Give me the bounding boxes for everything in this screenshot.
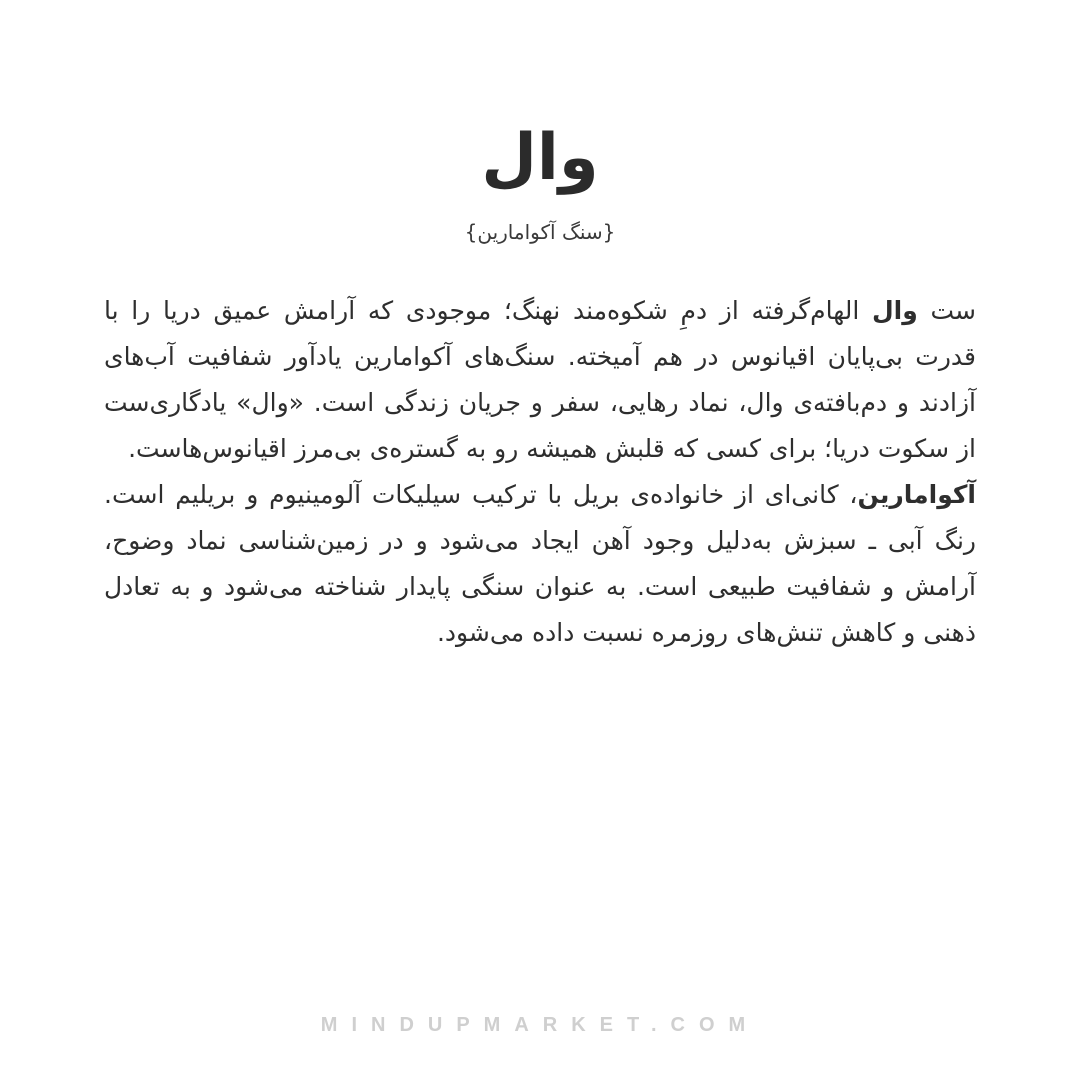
paragraph-aquamarine — [104, 472, 976, 656]
paragraph-wal — [104, 288, 976, 472]
paragraph-wal-text: الهام‌گرفته از دمِ شکوه‌مند نهنگ؛ موجودی که آرامش عمیق دریا را با قدرت بی‌پایان اقیانوس در هم آمیخته. سنگ‌های آکوامارین یادآور شفافیت آب‌های آزادند و دم‌بافته‌ی وال، نماد رهایی، سفر و جریان زندگی است. «وال» یادگاری‌ست از سکوت دریا؛ برای کسی که قلبش همیشه رو به گستره‌ی بی‌مرز اقیانوس‌هاست. — [104, 296, 976, 463]
page-title: وال — [481, 121, 599, 195]
paragraph-wal-lead: ست — [917, 296, 976, 325]
paragraph-aquamarine-bold: آکوامارین — [857, 480, 976, 509]
paragraph-aquamarine-text: ، کانی‌ای از خانواده‌ی بریل با ترکیب سیلیکات آلومینیوم و بریلیم است. رنگ آبی ـ سبزش به‌دلیل وجود آهن ایجاد می‌شود و در زمین‌شناسی نماد وضوح، آرامش و شفافیت طبیعی است. به عنوان سنگی پایدار شناخته می‌شود و به تعادل ذهنی و کاهش تنش‌های روزمره نسبت داده می‌شود. — [104, 480, 976, 647]
subtitle: {سنگ آکوامارین} — [464, 220, 616, 244]
paragraph-wal-bold: وال — [871, 296, 918, 325]
footer-brand-url: MINDUPMARKET.COM — [320, 1014, 760, 1036]
description-body — [104, 288, 976, 656]
